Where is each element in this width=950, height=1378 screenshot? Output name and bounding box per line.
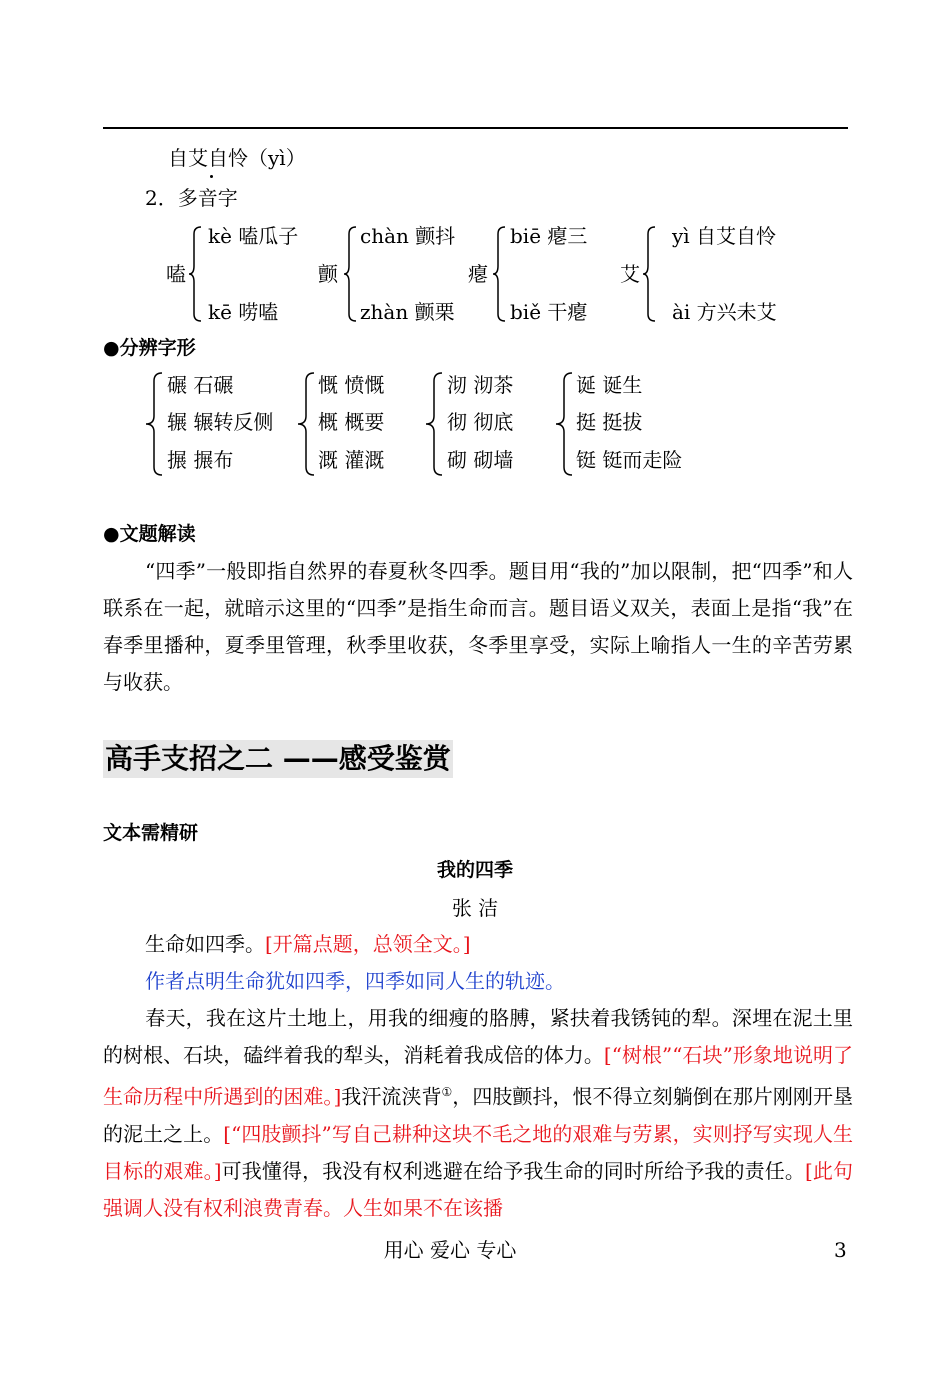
group-bottom: kē 唠嗑 — [208, 300, 279, 324]
brace-icon — [554, 372, 568, 476]
glyph-row: 诞 诞生 — [576, 373, 643, 397]
emphasis-dot — [210, 175, 213, 178]
glyph-row: 碾 石碾 — [167, 373, 234, 397]
brace-icon — [642, 226, 656, 322]
brace-icon — [144, 372, 158, 476]
brace-icon — [296, 372, 310, 476]
article-paragraph-1 — [103, 926, 853, 963]
glyph-row: 溉 灌溉 — [318, 448, 385, 472]
main-section-heading: 高手支招之二 ——感受鉴赏 — [103, 740, 453, 778]
article-author: 张 洁 — [451, 896, 499, 920]
glyph-row: 搌 搌布 — [167, 448, 234, 472]
group-top: kè 嗑瓜子 — [208, 224, 299, 248]
article-title: 我的四季 — [436, 859, 513, 881]
group-char: 颤 — [318, 262, 338, 286]
footnote-marker: ① — [441, 1085, 453, 1099]
group-bottom: zhàn 颤栗 — [360, 300, 455, 324]
group-bottom: ài 方兴未艾 — [672, 300, 777, 324]
title-interpretation-body — [103, 553, 853, 701]
article-paragraph-2 — [103, 963, 853, 1000]
title-interpretation-heading: ●文题解读 — [103, 523, 196, 545]
glyph-row: 砌 砌墙 — [447, 448, 514, 472]
article-text: 生命如四季。 — [145, 932, 265, 956]
group-char: 瘪 — [468, 262, 488, 286]
brace-icon — [492, 226, 506, 322]
polyphone-heading: 2．多音字 — [145, 186, 238, 210]
article-text: 可我懂得，我没有权利逃避在给予我生命的同时所给予我的责任。 — [221, 1158, 805, 1183]
annotation-red: [“四肢颤抖”写自己耕种这块不毛之地的艰难与劳累，实则抒写实现人生目标的艰难。] — [103, 1121, 853, 1183]
glyph-row: 概 概要 — [318, 410, 385, 434]
annotation-red: [“树根”“石块”形象地说明了生命历程中所遇到的困难。] — [103, 1043, 853, 1109]
glyph-row: 挺 挺拔 — [576, 410, 643, 434]
article-text: 春天，我在这片土地上，用我的细瘦的胳膊，紧扶着我锈钝的犁。深埋在泥土里的树根、石块，磕绊着我的犁头，消耗着我成倍的体力。 — [103, 1006, 853, 1067]
article-paragraph-3 — [103, 1000, 853, 1220]
brace-icon — [188, 226, 202, 322]
brace-icon — [343, 226, 357, 322]
brace-icon — [424, 372, 438, 476]
item-zaiyi: 自艾自怜（yì） — [168, 146, 306, 170]
article-text: ，四肢颤抖，恨不得立刻躺倒在那片刚刚开垦的泥土之上。 — [103, 1084, 853, 1146]
article-text: 我汗流浃背 — [341, 1084, 442, 1109]
group-top: chàn 颤抖 — [360, 224, 456, 248]
footer-slogan: 用心 爱心 专心 — [383, 1238, 517, 1262]
glyph-row: 慨 愤慨 — [318, 373, 385, 397]
group-top: biē 瘪三 — [510, 224, 588, 248]
glyph-row: 沏 沏茶 — [447, 373, 514, 397]
group-top: yì 自艾自怜 — [672, 224, 777, 248]
group-bottom: biě 干瘪 — [510, 300, 588, 324]
interpretation-text: “四季”一般即指自然界的春夏秋冬四季。题目用“我的”加以限制，把“四季”和人联系在一起，就暗示这里的“四季”是指生命而言。题目语义双关，表面上是指“我”在春季里播种，夏季里管理，秋季里收获，冬季里享受，实际上喻指人一生的辛苦劳累与收获。 — [103, 559, 853, 694]
page-number: 3 — [834, 1238, 847, 1262]
group-char: 艾 — [620, 262, 640, 286]
annotation-red: [此句强调人没有权利浪费青春。人生如果不在该播 — [103, 1158, 853, 1220]
glyph-row: 辗 辗转反侧 — [167, 410, 274, 434]
distinguish-title: ●分辨字形 — [103, 337, 196, 359]
glyph-row: 彻 彻底 — [447, 410, 514, 434]
header-rule — [103, 127, 848, 129]
annotation-blue: 作者点明生命犹如四季，四季如同人生的轨迹。 — [145, 969, 565, 993]
annotation-red: [开篇点题，总领全文。] — [265, 932, 471, 956]
group-char: 嗑 — [166, 262, 186, 286]
subheading: 文本需精研 — [103, 822, 199, 844]
glyph-row: 铤 铤而走险 — [576, 448, 683, 472]
